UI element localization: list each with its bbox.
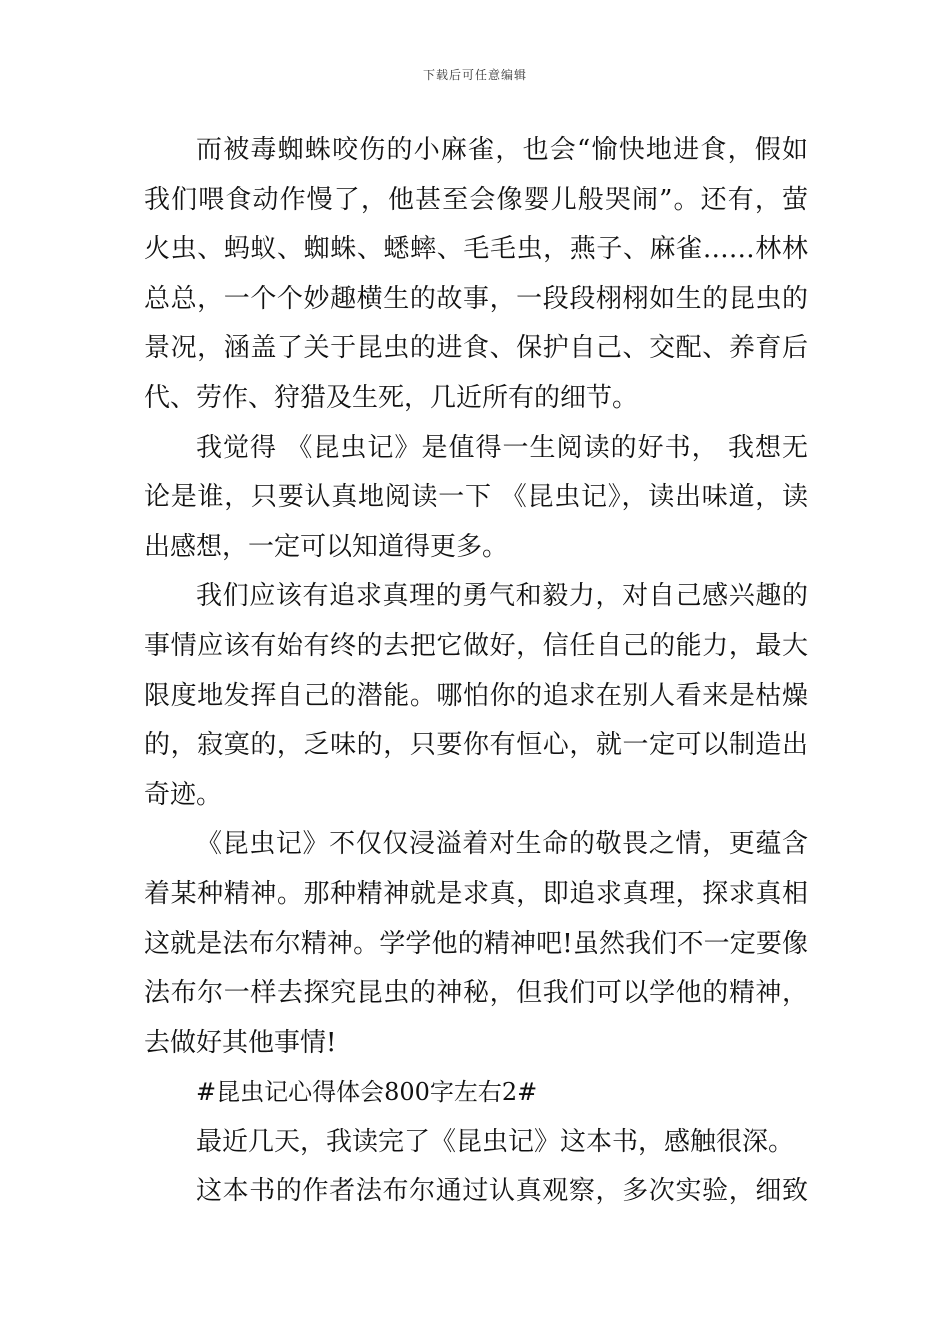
text-line: 限度地发挥自己的潜能。哪怕你的追求在别人看来是枯燥	[144, 680, 808, 711]
text-line: 出感想，一定可以知道得更多。	[144, 531, 509, 562]
text-line: 这就是法布尔精神。学学他的精神吧!虽然我们不一定要像	[144, 928, 808, 959]
text-line: 景况，涵盖了关于昆虫的进食、保护自己、交配、养育后	[144, 333, 808, 364]
text-line: 这本书的作者法布尔通过认真观察，多次实验，细致	[196, 1176, 808, 1207]
text-line: 火虫、蚂蚁、蜘蛛、蟋蟀、毛毛虫，燕子、麻雀……林林	[144, 234, 808, 265]
text-line: 法布尔一样去探究昆虫的神秘，但我们可以学他的精神，	[144, 978, 808, 1009]
section-heading: #昆虫记心得体会800字左右2#	[196, 1078, 538, 1107]
text-line: 最近几天，我读完了《昆虫记》这本书，感触很深。	[196, 1126, 795, 1157]
text-line: 我觉得 《昆虫记》是值得一生阅读的好书， 我想无	[196, 432, 808, 463]
text-line: 论是谁，只要认真地阅读一下 《昆虫记》，读出味道，读	[144, 482, 808, 513]
text-line: 着某种精神。那种精神就是求真，即追求真理，探求真相	[144, 878, 808, 909]
text-line: 我们喂食动作慢了，他甚至会像婴儿般哭闹”。还有，萤	[144, 184, 808, 215]
page-header-note: 下载后可任意编辑	[422, 68, 527, 82]
text-line: 总总，一个个妙趣横生的故事，一段段栩栩如生的昆虫的	[144, 283, 808, 314]
text-line: 《昆虫记》不仅仅浸溢着对生命的敬畏之情，更蕴含	[196, 829, 808, 860]
text-line: 奇迹。	[144, 779, 223, 810]
document-body	[144, 126, 808, 1217]
text-line: 而被毒蜘蛛咬伤的小麻雀，也会“愉快地进食，假如	[196, 135, 808, 165]
text-line: 我们应该有追求真理的勇气和毅力，对自己感兴趣的	[196, 581, 808, 612]
text-line: 的，寂寞的，乏味的，只要你有恒心，就一定可以制造出	[144, 730, 808, 761]
text-line: 事情应该有始有终的去把它做好，信任自己的能力，最大	[144, 630, 808, 661]
text-line: 代、劳作、狩猎及生死，几近所有的细节。	[144, 382, 639, 413]
text-line: 去做好其他事情!	[144, 1027, 337, 1058]
